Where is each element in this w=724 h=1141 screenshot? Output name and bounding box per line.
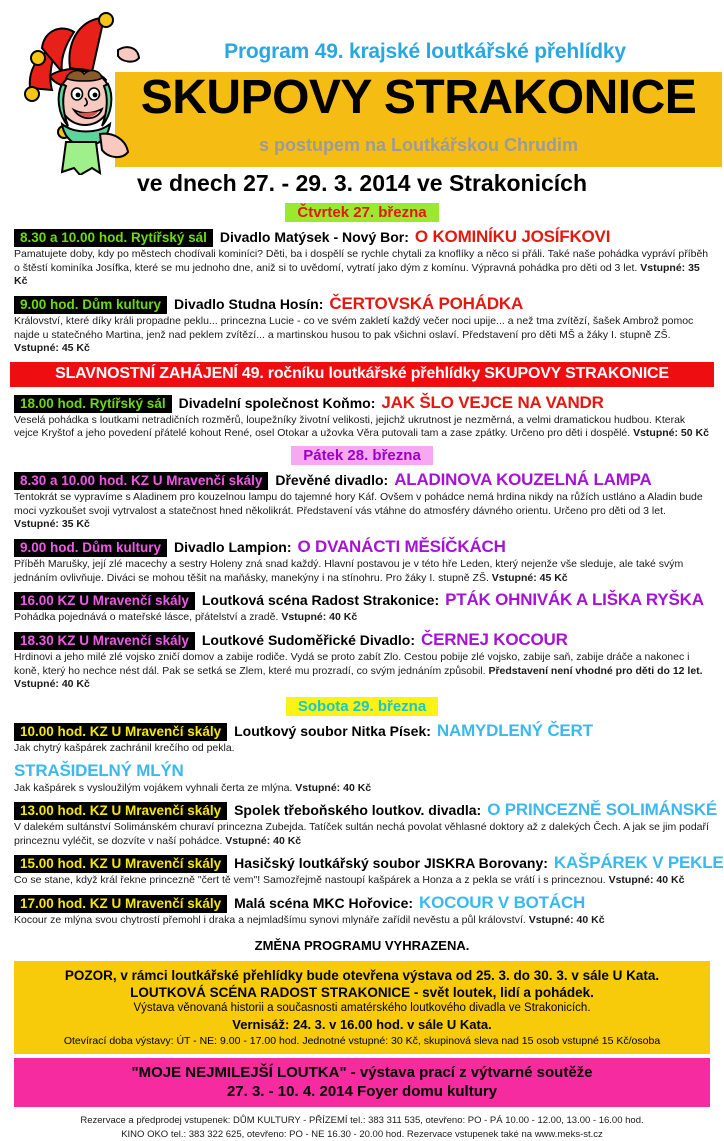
event-description — [14, 651, 710, 692]
event-price: Vstupné: 50 Kč — [633, 427, 709, 439]
dates-line: ve dnech 27. - 29. 3. 2014 ve Strakonicích — [0, 170, 724, 197]
event-play-title: ČERTOVSKÁ POHÁDKA — [329, 294, 523, 314]
day-heading-label: Čtvrtek 27. března — [285, 203, 438, 222]
event-troupe: Spolek třeboňského loutkov. divadla: — [234, 802, 481, 818]
event-head — [14, 227, 710, 247]
event-troupe: Loutkové Sudoměřické Divadlo: — [202, 632, 415, 648]
exhibition-subtitle: - svět loutek, lidí a pohádek. — [410, 985, 594, 1000]
event-description — [14, 248, 710, 289]
event-time-badge: 9.00 hod. Dům kultury — [14, 296, 167, 314]
thursday-events — [0, 227, 724, 356]
event-time-badge: 9.00 hod. Dům kultury — [14, 539, 167, 557]
event-troupe: Dřevěné divadlo: — [275, 472, 388, 488]
event-description-text: Království, které díky králi propadne peklu... princezna Lucie - co ve svém zakletí každý večer noci upije... a než tma zvítězí, šašek Ambrož pomoc najde u statečného Martina, jenž nad peklem zvítězí... a martinskou husou to pak všichni oslaví. Představení pro děti MŠ a žáky I. stupně ZŠ. — [14, 315, 693, 341]
event-play-title: O KOMINÍKU JOSÍFKOVI — [415, 227, 610, 247]
event-troupe: Divadlo Studna Hosín: — [174, 296, 323, 312]
event-description — [14, 914, 710, 928]
day-heading-label: Pátek 28. března — [291, 446, 433, 465]
event-price: Vstupné: 40 Kč — [529, 914, 605, 926]
exhibition-notice-box — [14, 961, 710, 1054]
event-time-badge: 15.00 hod. KZ U Mravenčí skály — [14, 855, 227, 873]
event-description — [14, 558, 710, 585]
event-head — [14, 590, 710, 610]
event-time-badge: 17.00 hod. KZ U Mravenčí skály — [14, 895, 227, 913]
event-item[interactable] — [14, 893, 710, 928]
event-play-title: O PRINCEZNĚ SOLIMÁNSKÉ — [487, 800, 717, 820]
gala-event-wrapper — [0, 393, 724, 441]
event-price: Vstupné: 40 Kč — [295, 782, 371, 794]
event-price: Vstupné: 45 Kč — [14, 342, 90, 354]
event-description-text: Kocour ze mlýna svou chytrostí přemohl i draka a nejmladšímu synovi mlynáře zařídil nevěstu a půl království. — [14, 914, 529, 926]
poster-header — [0, 0, 724, 200]
event-item[interactable] — [14, 227, 710, 289]
day-heading-label: Sobota 29. března — [286, 697, 438, 716]
event-time-badge: 18.30 KZ U Mravenčí skály — [14, 632, 195, 650]
event-description — [14, 491, 710, 532]
event-item[interactable] — [14, 393, 710, 441]
event-troupe: Loutkový soubor Nitka Písek: — [234, 723, 431, 739]
event-description-text: Pamatujete doby, kdy po městech chodívali kominíci? Děti, ba i dospělí se rychle chytali za knoflíky a něco si přáli. Také naše pohádka vypráví příběh o štěstí kominíka Josífka, které se mu jednoho dne, aniž si to uvědomí, vytratí jako dým z komínu. Výpravná pohádka pro děti od 3 let. — [14, 248, 708, 274]
event-time-badge: 10.00 hod. KZ U Mravenčí skály — [14, 723, 227, 741]
exhibition-line-1: POZOR, v rámci loutkářské přehlídky bude otevřena výstava od 25. 3. do 30. 3. v sále U Kata. — [24, 968, 700, 983]
day-heading-saturday — [0, 697, 724, 716]
event-price: Vstupné: 40 Kč — [281, 611, 357, 623]
event-time-badge: 8.30 a 10.00 hod. Rytířský sál — [14, 229, 213, 247]
event-troupe: Divadlo Matýsek - Nový Bor: — [220, 229, 409, 245]
event-head — [14, 537, 710, 557]
event-description-text: Hrdinovi a jeho milé zlé vojsko zničí domov a zabije rodiče. Vydá se proto zabít Zlo. Cestou pobije zlé vojsko, zabije saň, zabije dráče a nakonec i koně, který ho nechce nést dál. Pak se setká se Zlem, které mu prozradí, co svým jednáním způsobil. — [14, 651, 689, 677]
event-head — [14, 294, 710, 314]
event-troupe: Hasičský loutkářský soubor JISKRA Borovany: — [234, 855, 548, 871]
jester-puppet-logo — [22, 10, 142, 175]
friday-events — [0, 470, 724, 692]
event-troupe: Divadelní společnost Koňmo: — [179, 395, 376, 411]
event-troupe: Divadlo Lampion: — [174, 539, 291, 555]
event-price: Vstupné: 35 Kč — [14, 262, 700, 288]
exhibition-line-3: Výstava věnovaná historii a současnosti amatérského loutkového divadla ve Strakonicích. — [24, 1002, 700, 1014]
event-head — [14, 893, 710, 913]
art-contest-box — [14, 1058, 710, 1107]
exhibition-opening-hours: Otevírací doba výstavy: ÚT - NE: 9.00 - 17.00 hod. Jednotné vstupné: 30 Kč, skupinová sleva nad 15 osob vstupné 15 Kč/osoba — [24, 1035, 700, 1047]
event-troupe: Malá scéna MKC Hořovice: — [234, 895, 413, 911]
event-price: Představení není vhodné pro děti do 12 let. Vstupné: 40 Kč — [14, 665, 703, 691]
event-time-badge: 18.00 hod. Rytířský sál — [14, 395, 172, 413]
program-line: Program 49. krajské loutkářské přehlídky — [140, 40, 710, 64]
event-description — [14, 315, 710, 356]
event-price: Vstupné: 40 Kč — [609, 874, 685, 886]
opening-ceremony-banner: SLAVNOSTNÍ ZAHÁJENÍ 49. ročníku loutkářské přehlídky SKUPOVY STRAKONICE — [10, 362, 714, 387]
event-play-title: NAMYDLENÝ ČERT — [437, 721, 593, 741]
event-head — [14, 470, 710, 490]
event-item[interactable] — [14, 590, 710, 625]
event-troupe: Loutková scéna Radost Strakonice: — [202, 592, 439, 608]
subtitle: s postupem na Loutkářskou Chrudim — [115, 135, 722, 156]
event-item[interactable] — [14, 294, 710, 356]
event-play-title: ALADINOVA KOUZELNÁ LAMPA — [394, 470, 651, 490]
event-price: Vstupné: 45 Kč — [492, 572, 568, 584]
page-title: SKUPOVY STRAKONICE — [115, 74, 722, 122]
event-play-title: KAŠPÁREK V PEKLE — [554, 853, 724, 873]
event-item[interactable] — [14, 721, 710, 795]
footer-line-1: Rezervace a předprodej vstupenek: DŮM KULTURY - PŘÍZEMÍ tel.: 383 311 535, otevřeno: PO - PÁ 10.00 - 12.00, 13.00 - 16.00 hod. — [0, 1114, 724, 1128]
event-description-text: Veselá pohádka s loutkami netradičních rozměrů, loupežníky životní velikosti, jejichž ukrutnost je nezměrná, a velmi dramatickou hudbou. Kterak vejce Kryštof a jeho povedení přátelé kohout René, osel Otokar a užovka Věra putovali tam a zase zpátky. Určeno pro děti i dospělé. — [14, 414, 685, 440]
saturday-events — [0, 721, 724, 928]
event-description — [14, 874, 710, 888]
event-play-title: PTÁK OHNIVÁK A LIŠKA RYŠKA — [445, 590, 704, 610]
event-description-secondary — [14, 782, 710, 796]
event-head — [14, 393, 710, 413]
event-head — [14, 800, 710, 820]
event-head — [14, 721, 710, 741]
event-description — [14, 414, 710, 441]
event-play-title: JAK ŠLO VEJCE NA VANDR — [381, 393, 603, 413]
day-heading-friday — [0, 446, 724, 465]
event-description-text: V dalekém sultánství Solimánském churaví princezna Zubejda. Tatíček sultán nechá povolat věhlasné doktory až z dalekých Čech. A jak se jim podaří princeznu vyléčit, se dozvíte v naší pohádce. — [14, 821, 709, 847]
event-time-badge: 13.00 hod. KZ U Mravenčí skály — [14, 802, 227, 820]
event-play-title-secondary: STRAŠIDELNÝ MLÝN — [14, 761, 710, 781]
event-play-title: ČERNEJ KOCOUR — [421, 630, 568, 650]
event-item[interactable] — [14, 630, 710, 692]
event-time-badge: 8.30 a 10.00 hod. KZ U Mravenčí skály — [14, 472, 268, 490]
event-price: Vstupné: 35 Kč — [14, 518, 90, 530]
exhibition-title: LOUTKOVÁ SCÉNA RADOST STRAKONICE — [130, 985, 410, 1000]
art-contest-title: "MOJE NEJMILEJŠÍ LOUTKA" - výstava prací z výtvarné soutěže — [24, 1064, 700, 1081]
event-item[interactable] — [14, 853, 710, 888]
footer-contact-info — [0, 1114, 724, 1141]
event-description-text: Tentokrát se vypravíme s Aladinem pro kouzelnou lampu do tajemné hory Káf. Ovšem v pohádce nemá hrdina nikdy na růžích ustláno a Aladin bude moci vyzkoušet svoji vytrvalost a statečnost hned několikrát. Představení vás vtáhne do atmosféry dávného orientu. Určeno pro děti od 3 let. — [14, 491, 703, 517]
event-description: Jak chytrý kašpárek zachránil krečího od pekla. — [14, 742, 710, 756]
event-head — [14, 853, 710, 873]
event-head — [14, 630, 710, 650]
program-change-notice: ZMĚNA PROGRAMU VYHRAZENA. — [0, 938, 724, 953]
exhibition-vernissage: Vernisáž: 24. 3. v 16.00 hod. v sále U Kata. — [24, 1017, 700, 1032]
footer-line-2: KINO OKO tel.: 383 322 625, otevřeno: PO - NE 16.30 - 20.00 hod. Rezervace vstupenek také na www.meks-st.cz — [0, 1128, 724, 1141]
event-description-text: Jak kašpárek s vysloužilým vojákem vyhnali čerta ze mlýna. — [14, 782, 295, 794]
event-play-title: O DVANÁCTI MĚSÍČKÁCH — [297, 537, 505, 557]
art-contest-dates: 27. 3. - 10. 4. 2014 Foyer domu kultury — [24, 1083, 700, 1100]
event-description — [14, 821, 710, 848]
day-heading-thursday — [0, 203, 724, 222]
event-price: Vstupné: 40 Kč — [225, 835, 301, 847]
event-description-text: Co se stane, když král řekne princezně "čert tě vem"! Samozřejmě nastoupí kašpárek a Honza a z pekla se vrátí i s princeznou. — [14, 874, 609, 886]
event-play-title: KOCOUR V BOTÁCH — [419, 893, 585, 913]
event-item[interactable] — [14, 537, 710, 585]
event-description — [14, 611, 710, 625]
event-item[interactable] — [14, 470, 710, 532]
event-description-text: Příběh Marušky, její zlé macechy a sestry Holeny zná snad každý. Hlavní postavou je v této hře Leden, který nejenže vše sleduje, ale také svým jednáním ovlivňuje. Diváci se mohou těšit na maňásky, manekýny i na stínohru. Pro žáky I. stupně ZŠ. — [14, 558, 683, 584]
event-description-text: Pohádka pojednává o mateřské lásce, přátelství a zradě. — [14, 611, 281, 623]
event-time-badge: 16.00 KZ U Mravenčí skály — [14, 592, 195, 610]
event-item[interactable] — [14, 800, 710, 848]
exhibition-line-2 — [24, 985, 700, 1000]
